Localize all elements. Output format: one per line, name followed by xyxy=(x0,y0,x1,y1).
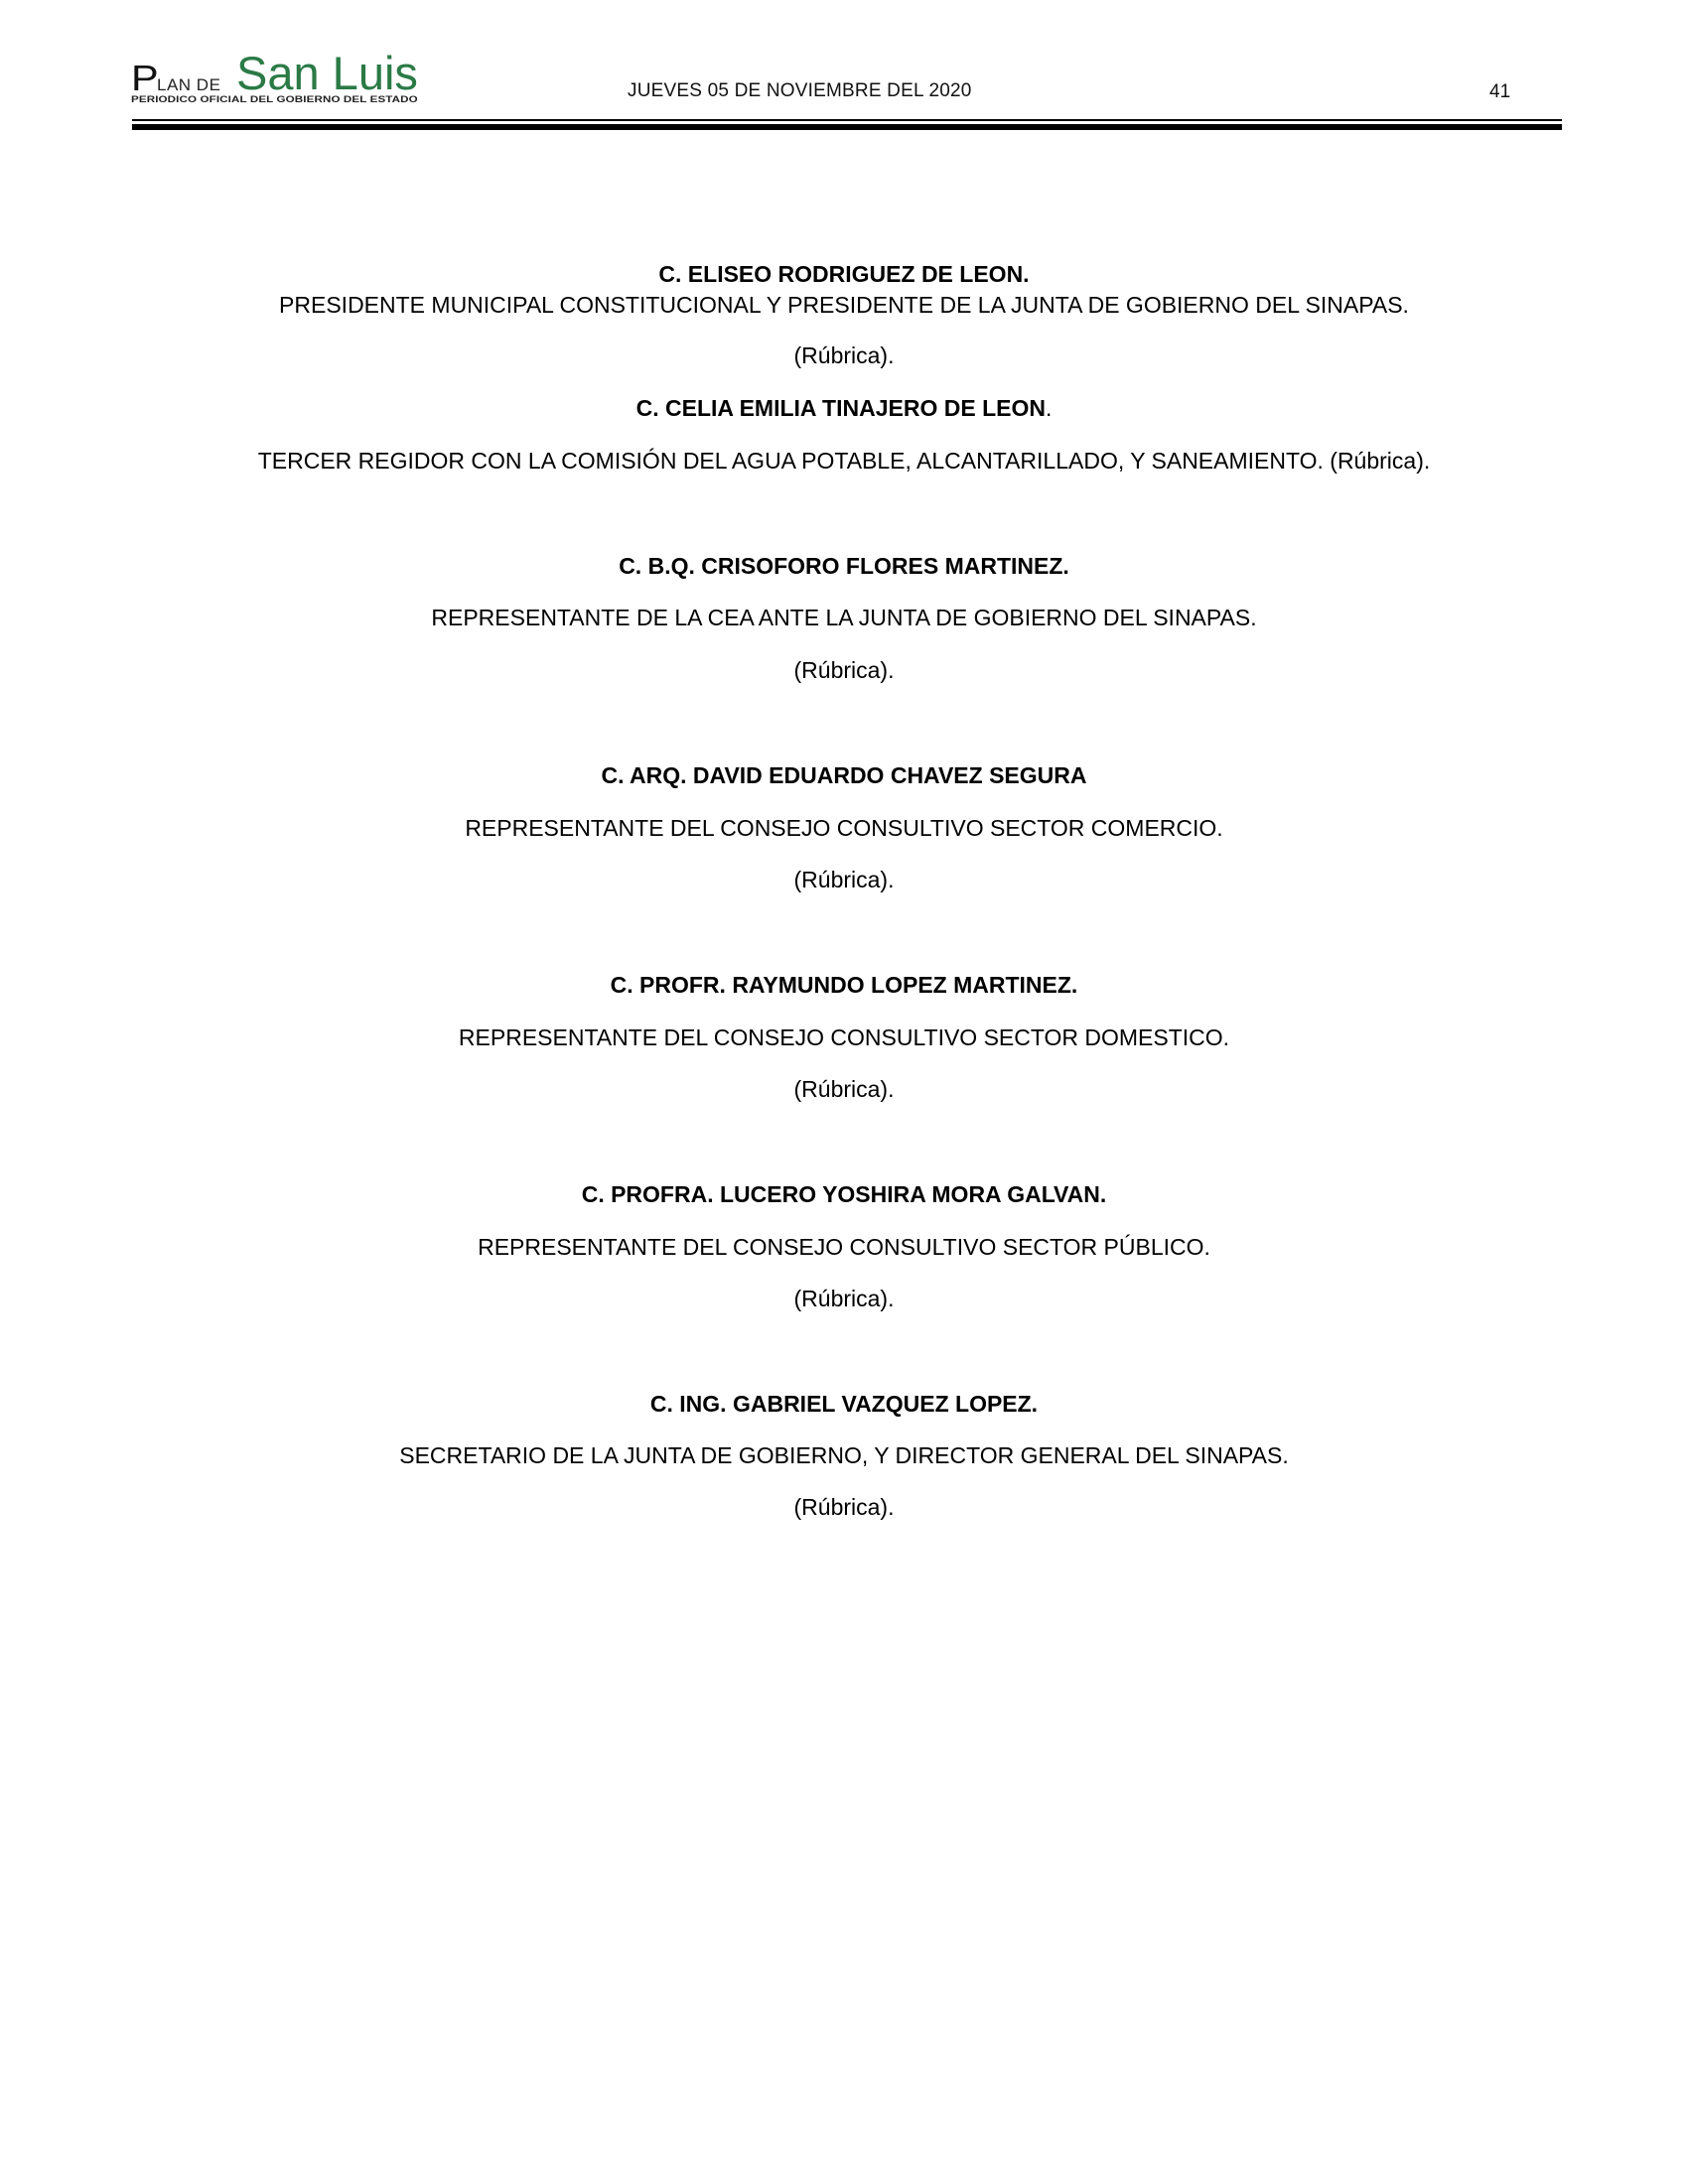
header-rule-thin xyxy=(132,119,1562,121)
signatory-role: REPRESENTANTE DEL CONSEJO CONSULTIVO SECTOR COMERCIO. xyxy=(465,815,1223,841)
logo-san-luis: San Luis xyxy=(236,47,418,99)
signatory-signature: (Rúbrica). xyxy=(793,1494,895,1520)
signatory-name-text: C. CELIA EMILIA TINAJERO DE LEON xyxy=(635,395,1046,421)
signatory-signature: (Rúbrica). xyxy=(793,1286,895,1311)
signatory-role: REPRESENTANTE DEL CONSEJO CONSULTIVO SECTOR PÚBLICO. xyxy=(478,1234,1210,1260)
signatory-name-suffix: . xyxy=(1045,395,1053,421)
signatory-signature: (Rúbrica). xyxy=(793,342,895,368)
logo-letter-p: P xyxy=(131,58,159,98)
signatory-role: REPRESENTANTE DE LA CEA ANTE LA JUNTA DE GOBIERNO DEL SINAPAS. xyxy=(431,605,1257,630)
logo-subtitle: PERIODICO OFICIAL DEL GOBIERNO DEL ESTADO xyxy=(131,94,418,105)
signatory-signature: (Rúbrica). xyxy=(793,867,895,892)
page-header xyxy=(0,0,1688,139)
signatory-role: TERCER REGIDOR CON LA COMISIÓN DEL AGUA POTABLE, ALCANTARILLADO, Y SANEAMIENTO. (Rúbrica). xyxy=(257,448,1431,474)
signatory-signature: (Rúbrica). xyxy=(793,1076,895,1102)
plan-de-san-luis-logo xyxy=(131,47,469,107)
signatory-role: SECRETARIO DE LA JUNTA DE GOBIERNO, Y DIRECTOR GENERAL DEL SINAPAS. xyxy=(399,1442,1289,1468)
page-number: 41 xyxy=(1489,81,1511,102)
signatory-name: C. ARQ. DAVID EDUARDO CHAVEZ SEGURA xyxy=(601,762,1087,788)
signatory-signature: (Rúbrica). xyxy=(793,657,895,683)
signatory-name: C. PROFR. RAYMUNDO LOPEZ MARTINEZ. xyxy=(610,972,1078,998)
signatory-role: PRESIDENTE MUNICIPAL CONSTITUCIONAL Y PRESIDENTE DE LA JUNTA DE GOBIERNO DEL SINAPAS. xyxy=(279,292,1409,318)
signatory-name xyxy=(0,394,1688,422)
signatory-role: REPRESENTANTE DEL CONSEJO CONSULTIVO SECTOR DOMESTICO. xyxy=(458,1024,1230,1050)
signatory-name: C. ELISEO RODRIGUEZ DE LEON. xyxy=(658,261,1030,287)
signatory-name: C. PROFRA. LUCERO YOSHIRA MORA GALVAN. xyxy=(581,1181,1107,1207)
header-rule-thick xyxy=(132,124,1562,130)
publication-date: JUEVES 05 DE NOVIEMBRE DEL 2020 xyxy=(628,80,972,101)
signatory-name: C. ING. GABRIEL VAZQUEZ LOPEZ. xyxy=(649,1391,1039,1417)
signatory-name: C. B.Q. CRISOFORO FLORES MARTINEZ. xyxy=(619,553,1069,579)
logo-lan-de: LAN DE xyxy=(157,75,221,94)
